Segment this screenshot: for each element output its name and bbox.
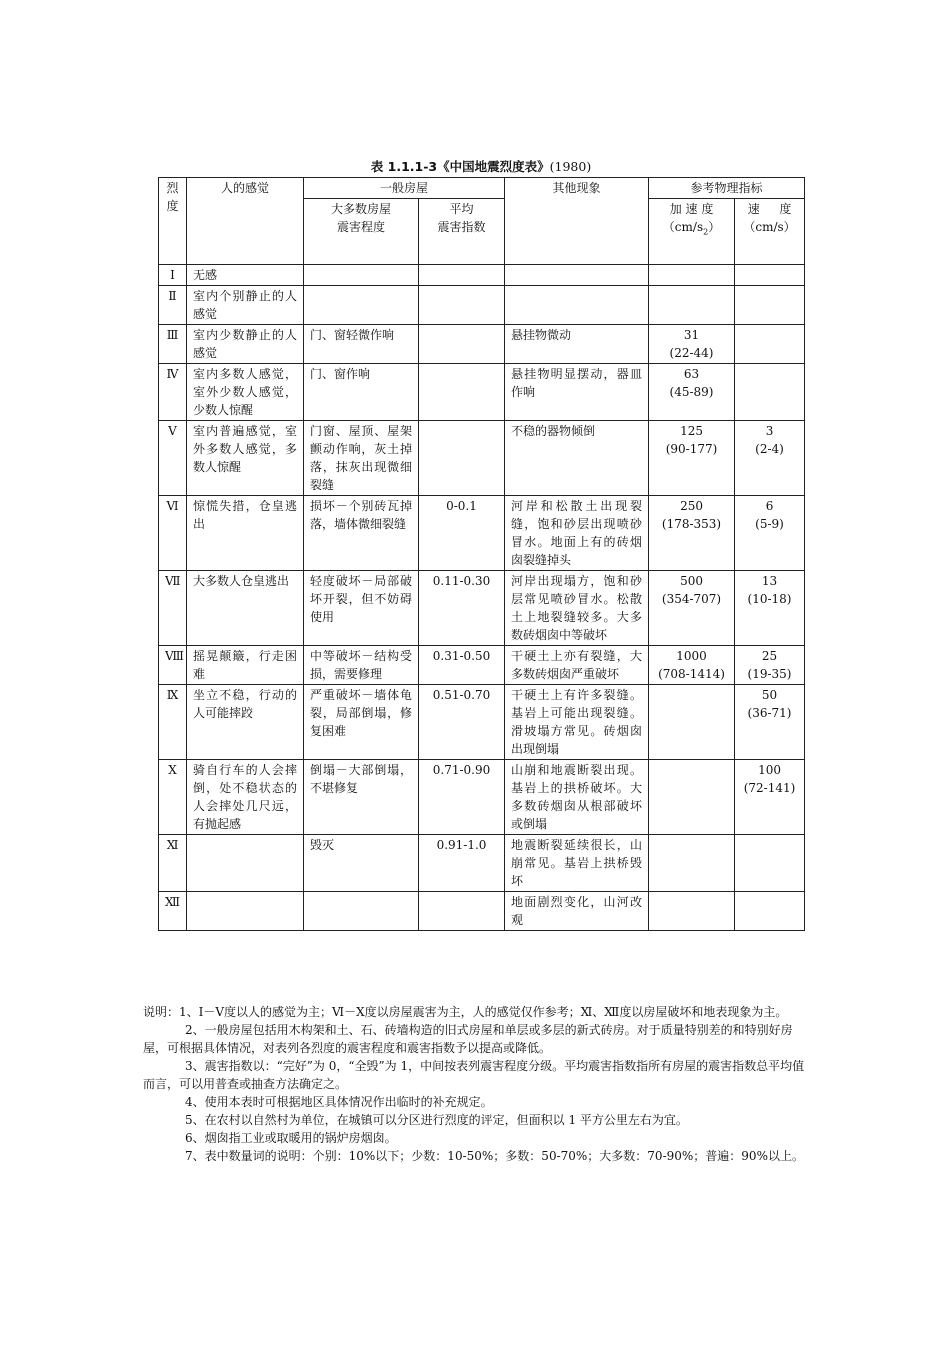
damage-cell: 门、窗轻微作响 [304,325,419,364]
damage-cell: 门、窗作响 [304,364,419,421]
header-feeling: 人的感觉 [187,178,304,265]
note-1: 说明：1、Ⅰ－Ⅴ度以人的感觉为主；Ⅵ－Ⅹ度以房屋震害为主，人的感觉仅作参考；Ⅺ、Ⅻ度以房屋破坏和地表现象为主。 [143,1005,788,1019]
other-cell: 干硬土上亦有裂缝，大多数砖烟囱严重破坏 [505,646,649,685]
index-cell: 0.11-0.30 [419,571,505,646]
feeling-cell: 骑自行车的人会摔倒，处不稳状态的人会摔处几尺远，有抛起感 [187,760,304,835]
index-cell [419,421,505,496]
index-cell [419,325,505,364]
velocity-cell [735,892,805,931]
damage-cell: 倒塌－大部倒塌，不堪修复 [304,760,419,835]
intensity-table [158,177,805,931]
velocity-cell [735,835,805,892]
degree-cell: Ⅺ [159,835,187,892]
index-cell: 0.51-0.70 [419,685,505,760]
index-cell: 0.71-0.90 [419,760,505,835]
damage-cell: 中等破坏－结构受损，需要修理 [304,646,419,685]
other-cell: 悬挂物微动 [505,325,649,364]
damage-cell: 毁灭 [304,835,419,892]
note-5: 5、在农村以自然村为单位，在城镇可以分区进行烈度的评定，但面积以 1 平方公里左右为宜。 [185,1113,688,1127]
table-name: 《中国地震烈度表》 [437,159,550,174]
table-row [159,835,805,892]
header-damage-index: 平均 震害指数 [419,199,505,265]
velocity-cell: 100 (72-141) [735,760,805,835]
table-row [159,421,805,496]
index-cell: 0.91-1.0 [419,835,505,892]
note-7: 7、表中数量词的说明：个别：10%以下；少数：10-50%；多数：50-70%；大多数：70-90%；普遍：90%以上。 [185,1149,804,1163]
index-cell: 0.31-0.50 [419,646,505,685]
index-cell [419,892,505,931]
header-damage-degree: 大多数房屋 震害程度 [304,199,419,265]
damage-cell [304,286,419,325]
velocity-cell: 3 (2-4) [735,421,805,496]
degree-cell: Ⅸ [159,685,187,760]
degree-cell: Ⅰ [159,265,187,286]
feeling-cell [187,892,304,931]
other-cell [505,265,649,286]
accel-cell [649,265,735,286]
feeling-cell: 室内多数人感觉，室外少数人感觉，少数人惊醒 [187,364,304,421]
other-cell: 河岸出现塌方，饱和砂层常见喷砂冒水。松散土上地裂缝较多。大多数砖烟囱中等破坏 [505,571,649,646]
table-year: (1980) [549,159,592,174]
table-title [158,158,804,176]
feeling-cell: 室内少数静止的人感觉 [187,325,304,364]
damage-cell: 门窗、屋顶、屋架颤动作响，灰土掉落，抹灰出现微细裂缝 [304,421,419,496]
header-intensity: 烈 度 [159,178,187,265]
feeling-cell [187,835,304,892]
table-row [159,646,805,685]
header-other: 其他现象 [505,178,649,265]
table-row [159,364,805,421]
index-cell [419,286,505,325]
other-cell: 悬挂物明显摆动，器皿作响 [505,364,649,421]
velocity-cell [735,265,805,286]
accel-cell [649,892,735,931]
feeling-cell: 摇晃颠簸，行走困难 [187,646,304,685]
degree-cell: Ⅷ [159,646,187,685]
other-cell: 地震断裂延续很长，山崩常见。基岩上拱桥毁坏 [505,835,649,892]
damage-cell [304,265,419,286]
feeling-cell: 惊慌失措，仓皇逃出 [187,496,304,571]
feeling-cell: 无感 [187,265,304,286]
feeling-cell: 室内普遍感觉，室外多数人感觉，多数人惊醒 [187,421,304,496]
degree-cell: Ⅹ [159,760,187,835]
velocity-cell: 25 (19-35) [735,646,805,685]
feeling-cell: 坐立不稳，行动的人可能摔跤 [187,685,304,760]
accel-cell [649,685,735,760]
velocity-cell: 6 (5-9) [735,496,805,571]
feeling-cell: 大多数人仓皇逃出 [187,571,304,646]
accel-cell: 1000 (708-1414) [649,646,735,685]
index-cell: 0-0.1 [419,496,505,571]
damage-cell [304,892,419,931]
other-cell [505,286,649,325]
degree-cell: Ⅳ [159,364,187,421]
velocity-cell [735,364,805,421]
note-4: 4、使用本表时可根据地区具体情况作出临时的补充规定。 [185,1095,493,1109]
table-row [159,571,805,646]
degree-cell: Ⅴ [159,421,187,496]
header-physical-group: 参考物理指标 [649,178,805,199]
header-building-group: 一般房屋 [304,178,505,199]
damage-cell: 轻度破坏－局部破坏开裂，但不妨碍使用 [304,571,419,646]
other-cell: 不稳的器物倾倒 [505,421,649,496]
velocity-cell: 50 (36-71) [735,685,805,760]
degree-cell: Ⅶ [159,571,187,646]
accel-cell: 250 (178-353) [649,496,735,571]
degree-cell: Ⅱ [159,286,187,325]
other-cell: 山崩和地震断裂出现。基岩上的拱桥破坏。大多数砖烟囱从根部破坏或倒塌 [505,760,649,835]
velocity-cell [735,286,805,325]
accel-cell: 31 (22-44) [649,325,735,364]
note-3: 3、震害指数以：“完好”为 0，“全毁”为 1，中间按表列震害程度分级。平均震害指数指所有房屋的震害指数总平均值而言，可以用普查或抽查方法确定之。 [143,1059,805,1091]
accel-cell: 125 (90-177) [649,421,735,496]
other-cell: 地面剧烈变化，山河改观 [505,892,649,931]
notes-section [143,1003,809,1165]
table-row [159,325,805,364]
table-row [159,760,805,835]
table-row [159,286,805,325]
table-row [159,685,805,760]
note-6: 6、烟囱指工业或取暖用的锅炉房烟囱。 [185,1131,397,1145]
degree-cell: Ⅻ [159,892,187,931]
velocity-cell [735,325,805,364]
velocity-cell: 13 (10-18) [735,571,805,646]
accel-cell: 63 (45-89) [649,364,735,421]
degree-cell: Ⅵ [159,496,187,571]
other-cell: 干硬土上有许多裂缝。基岩上可能出现裂缝。滑坡塌方常见。砖烟囱出现倒塌 [505,685,649,760]
accel-cell [649,835,735,892]
index-cell [419,265,505,286]
table-row [159,892,805,931]
damage-cell: 损坏－个别砖瓦掉落，墙体微细裂缝 [304,496,419,571]
other-cell: 河岸和松散土出现裂缝，饱和砂层出现喷砂冒水。地面上有的砖烟囱裂缝掉头 [505,496,649,571]
index-cell [419,364,505,421]
header-acceleration: 加 速 度 $(cm/s_2)$ [649,199,735,265]
degree-cell: Ⅲ [159,325,187,364]
header-row-1 [159,178,805,199]
table-row [159,265,805,286]
damage-cell: 严重破坏－墙体龟裂，局部倒塌，修复困难 [304,685,419,760]
table-row [159,496,805,571]
accel-cell [649,286,735,325]
feeling-cell: 室内个别静止的人感觉 [187,286,304,325]
note-2: 2、一般房屋包括用木构架和土、石、砖墙构造的旧式房屋和单层或多层的新式砖房。对于质量特别差的和特别好房屋，可根据具体情况，对表列各烈度的震害程度和震害指数予以提高或降低。 [143,1023,793,1055]
table-number: 表 1.1.1-3 [370,159,438,174]
header-velocity: 速 度 （cm/s） [735,199,805,265]
accel-cell [649,760,735,835]
accel-cell: 500 (354-707) [649,571,735,646]
